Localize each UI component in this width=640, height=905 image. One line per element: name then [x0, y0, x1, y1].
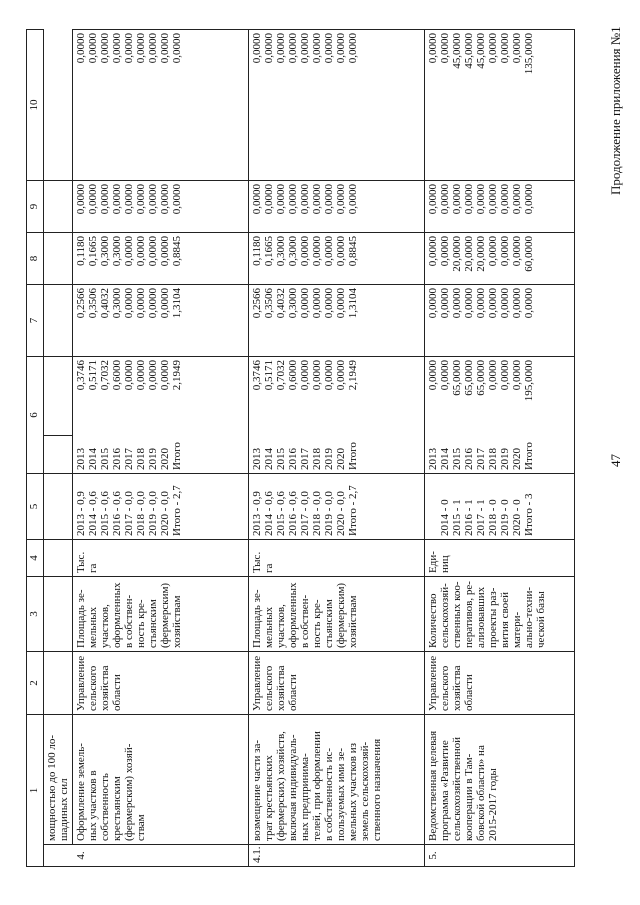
regional-funding: 0,1180 0,1665 0,3000 0,3000 0,0000 0,0000 0,0000 0,0000 0,8845 [249, 233, 425, 285]
measure-name: Оформление земель- ных участков в собственность крестьянским (фермерским) хозяй- ствам [73, 715, 249, 845]
unit: Тыс. га [249, 540, 425, 577]
regional-funding: 0,1180 0,1665 0,3000 0,3000 0,0000 0,0000 0,0000 0,0000 0,8845 [73, 233, 249, 285]
unit: Тыс. га [73, 540, 249, 577]
indicator-values: 2013 - 0,9 2014 - 0,6 2015 - 0,6 2016 - 0,6 2017 - 0,0 2018 - 0,0 2019 - 0,0 2020 - 0,0 Итого - 2,7 [249, 474, 425, 540]
table-row [425, 30, 575, 867]
continuation-row [44, 30, 73, 867]
row-number: 4.1. [249, 845, 425, 867]
executor: Управление сельского хозяйства области [249, 652, 425, 715]
continuation-text: мощностью до 100 ло- шадиных сил [44, 715, 73, 845]
col-header-7: 7 [27, 285, 44, 357]
indicator-values: 2013 - 0,9 2014 - 0,6 2015 - 0,6 2016 - 0,6 2017 - 0,0 2018 - 0,0 2019 - 0,0 2020 - 0,0 Итого - 2,7 [73, 474, 249, 540]
local-funding: 0,0000 0,0000 0,0000 0,0000 0,0000 0,0000 0,0000 0,0000 0,0000 [249, 181, 425, 233]
col-header-3: 3 [27, 577, 44, 652]
years: 2013 2014 2015 2016 2017 2018 2019 2020 Итого [425, 436, 575, 474]
col-header-2: 2 [27, 652, 44, 715]
years: 2013 2014 2015 2016 2017 2018 2019 2020 Итого [73, 436, 249, 474]
measure-name: Ведомственная целевая программа «Развитие сельскохозяйственной кооперации в Там- бовской области» на 2015-2017 годы [425, 715, 575, 845]
indicator: Площадь зе- мельных участков, оформленных в собствен- ность кре- стьянским (фермерским) хозяйствам [73, 577, 249, 652]
row-number: 5. [425, 845, 575, 867]
col-header-4: 4 [27, 540, 44, 577]
total-funding: 0,3746 0,5171 0,7032 0,6000 0,0000 0,0000 0,0000 0,0000 2,1949 [73, 357, 249, 436]
other-funding: 0,0000 0,0000 0,0000 0,0000 0,0000 0,0000 0,0000 0,0000 0,0000 [73, 30, 249, 181]
col-header-5: 5 [27, 474, 44, 540]
indicator-values: 2014 - 0 2015 - 1 2016 - 1 2017 - 1 2018 - 0 2019 - 0 2020 - 0 Итого - 3 [425, 474, 575, 540]
program-table [26, 29, 575, 867]
col-header-6: 6 [27, 357, 44, 474]
years: 2013 2014 2015 2016 2017 2018 2019 2020 Итого [249, 436, 425, 474]
appendix-title: Продолжение приложения №1 [608, 26, 623, 195]
federal-funding: 0,2566 0,3506 0,4032 0,3000 0,0000 0,0000 0,0000 0,0000 1,3104 [249, 285, 425, 357]
row-number: 4. [73, 845, 249, 867]
col-header-1: 1 [27, 715, 44, 867]
col-header-8: 8 [27, 233, 44, 285]
other-funding: 0,0000 0,0000 0,0000 0,0000 0,0000 0,0000 0,0000 0,0000 0,0000 [249, 30, 425, 181]
col-header-9: 9 [27, 181, 44, 233]
executor: Управление сельского хозяйства области [73, 652, 249, 715]
col-header-10: 10 [27, 30, 44, 181]
local-funding: 0,0000 0,0000 0,0000 0,0000 0,0000 0,0000 0,0000 0,0000 0,0000 [425, 181, 575, 233]
table-row [249, 30, 425, 867]
federal-funding: 0,0000 0,0000 0,0000 0,0000 0,0000 0,0000 0,0000 0,0000 0,0000 [425, 285, 575, 357]
total-funding: 0,0000 0,0000 65,0000 65,0000 65,0000 0,0000 0,0000 0,0000 195,0000 [425, 357, 575, 436]
unit: Еди- ниц [425, 540, 575, 577]
regional-funding: 0,0000 0,0000 20,0000 20,0000 20,0000 0,0000 0,0000 0,0000 60,0000 [425, 233, 575, 285]
local-funding: 0,0000 0,0000 0,0000 0,0000 0,0000 0,0000 0,0000 0,0000 0,0000 [73, 181, 249, 233]
federal-funding: 0,2566 0,3506 0,4032 0,3000 0,0000 0,0000 0,0000 0,0000 1,3104 [73, 285, 249, 357]
indicator: Количество сельскохозяй- ственных коо- перативов, ре- ализовавших проекты раз- вития своей матери- ально-техни- ческой базы [425, 577, 575, 652]
other-funding: 0,0000 0,0000 45,0000 45,0000 45,0000 0,0000 0,0000 0,0000 135,0000 [425, 30, 575, 181]
measure-name: возмещение части за- трат крестьянских (фермерских) хозяйств, включая индивидуаль- ных предпринима- телей, при оформлении в собственность ис- пользуемых ими зе- мельных участков из земель сельскохозяй- ственного назначения [249, 715, 425, 845]
executor: Управление сельского хозяйства области [425, 652, 575, 715]
indicator: Площадь зе- мельных участков, оформленных в собствен- ность кре- стьянским (фермерским) хозяйствам [249, 577, 425, 652]
total-funding: 0,3746 0,5171 0,7032 0,6000 0,0000 0,0000 0,0000 0,0000 2,1949 [249, 357, 425, 436]
page-number: 47 [608, 454, 623, 467]
header-row [27, 30, 44, 867]
table-row [73, 30, 249, 867]
